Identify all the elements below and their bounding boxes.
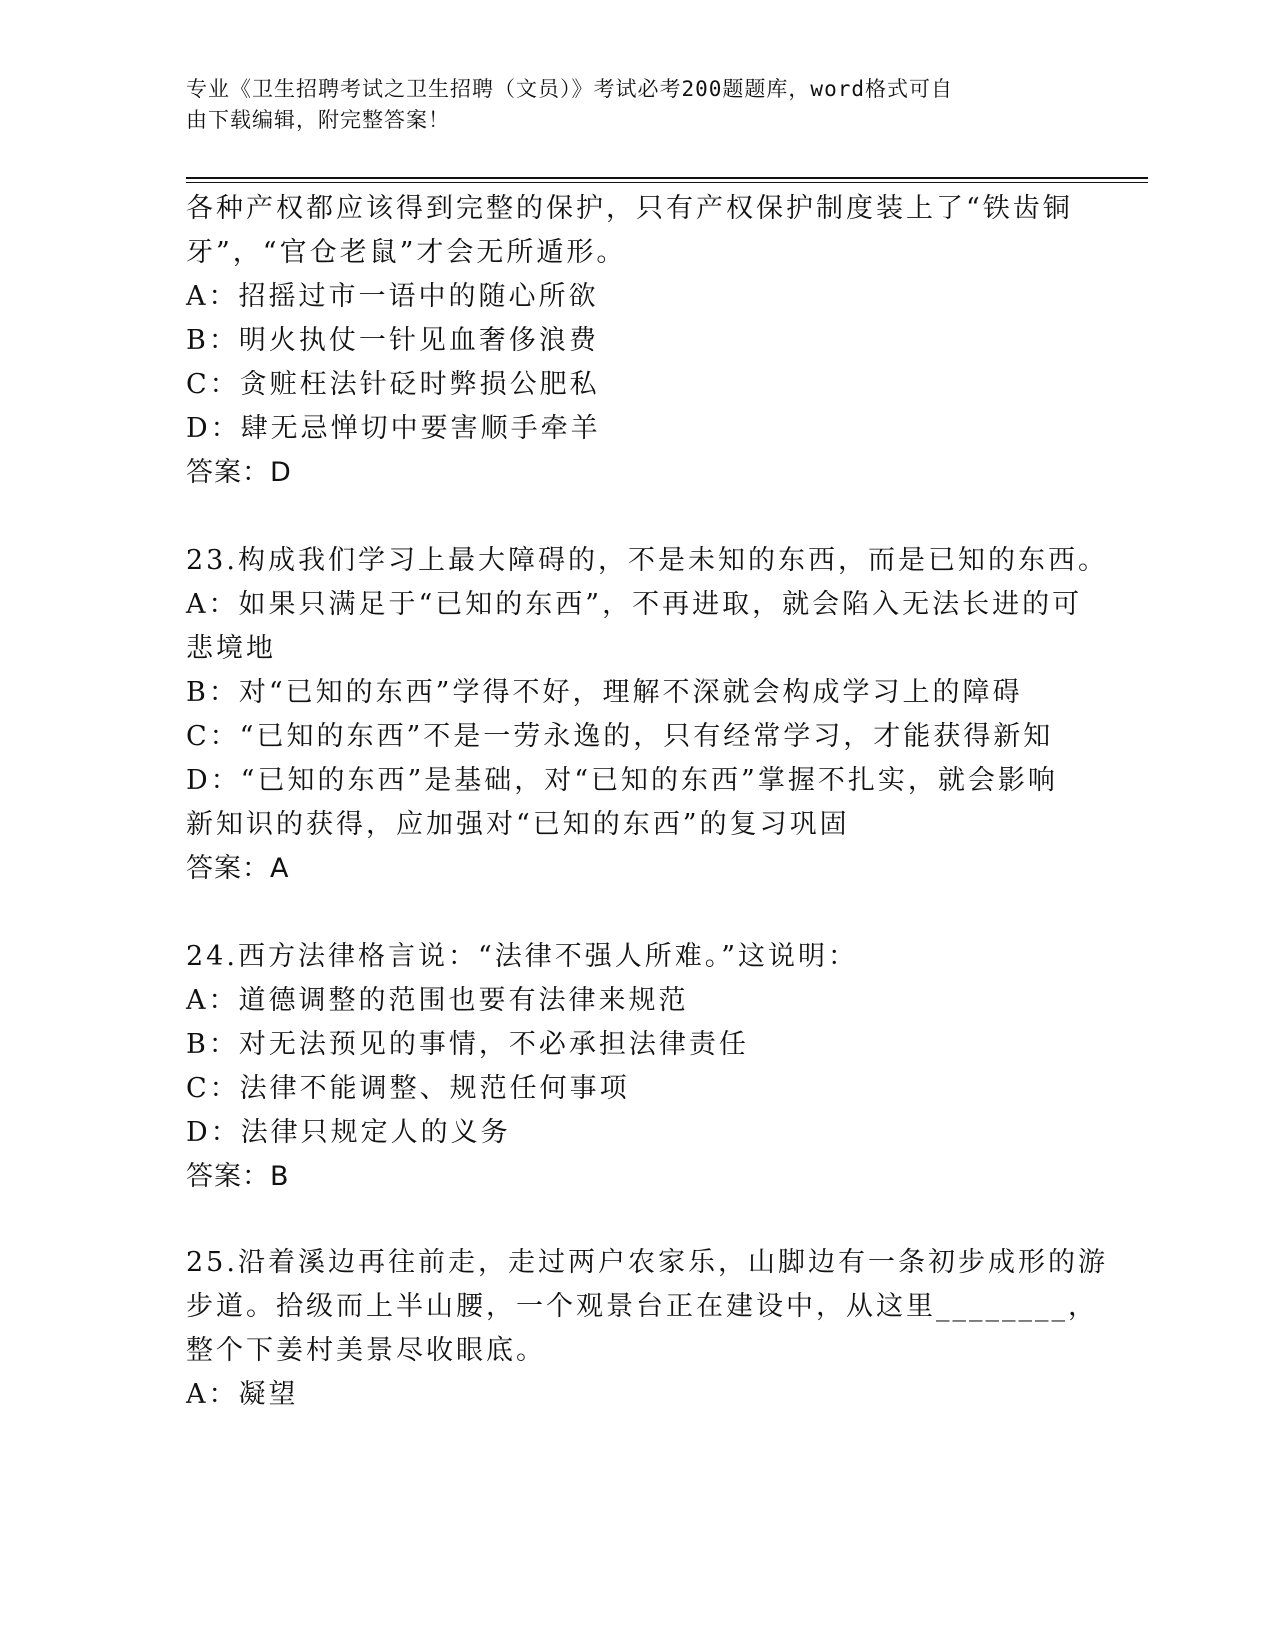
question-23-option-a-line-1: A：如果只满足于“已知的东西”，不再进取，就会陷入无法长进的可 <box>186 589 1083 620</box>
question-22-option-d: D：肆无忌惮切中要害顺手牵羊 <box>186 413 601 444</box>
question-24-option-b: B：对无法预见的事情，不必承担法律责任 <box>186 1029 749 1060</box>
question-25-stem-line-2: 步道。拾级而上半山腰，一个观景台正在建设中，从这里________， <box>186 1291 1098 1322</box>
question-25-option-a: A：凝望 <box>186 1379 299 1410</box>
question-22-stem-line-2: 牙”，“官仓老鼠”才会无所遁形。 <box>186 237 627 268</box>
question-23-option-d-line-2: 新知识的获得，应加强对“已知的东西”的复习巩固 <box>186 809 850 840</box>
question-23-option-d-line-1: D：“已知的东西”是基础，对“已知的东西”掌握不扎实，就会影响 <box>186 765 1058 796</box>
question-23-answer: 答案：A <box>186 853 290 884</box>
question-23-stem: 23.构成我们学习上最大障碍的，不是未知的东西，而是已知的东西。 <box>186 545 1108 576</box>
question-22-stem-line-1: 各种产权都应该得到完整的保护，只有产权保护制度装上了“铁齿铜 <box>186 193 1073 224</box>
question-25-stem-line-1: 25.沿着溪边再往前走，走过两户农家乐，山脚边有一条初步成形的游 <box>186 1247 1108 1278</box>
question-24-stem: 24.西方法律格言说：“法律不强人所难。”这说明： <box>186 941 859 972</box>
document-header <box>186 74 1066 136</box>
question-22-answer: 答案：D <box>186 457 292 488</box>
question-25-stem-line-3: 整个下姜村美景尽收眼底。 <box>186 1335 546 1366</box>
header-rule-thick <box>186 177 1148 179</box>
header-line-2: 由下载编辑，附完整答案！ <box>186 108 450 132</box>
question-24-answer: 答案：B <box>186 1161 290 1192</box>
question-24-option-c: C：法律不能调整、规范任何事项 <box>186 1073 630 1104</box>
question-24-option-d: D：法律只规定人的义务 <box>186 1117 511 1148</box>
question-22-option-b: B：明火执仗一针见血奢侈浪费 <box>186 325 599 356</box>
question-22-option-a: A：招摇过市一语中的随心所欲 <box>186 281 599 312</box>
question-23-option-c: C：“已知的东西”不是一劳永逸的，只有经常学习，才能获得新知 <box>186 721 1054 752</box>
question-23-option-a-line-2: 悲境地 <box>186 633 276 664</box>
header-line-1: 专业《卫生招聘考试之卫生招聘（文员）》考试必考200题题库，word格式可自 <box>186 77 953 101</box>
question-22-option-c: C：贪赃枉法针砭时弊损公肥私 <box>186 369 600 400</box>
header-rule-thin <box>186 182 1148 183</box>
question-24-option-a: A：道德调整的范围也要有法律来规范 <box>186 985 689 1016</box>
question-23-option-b: B：对“已知的东西”学得不好，理解不深就会构成学习上的障碍 <box>186 677 1023 708</box>
